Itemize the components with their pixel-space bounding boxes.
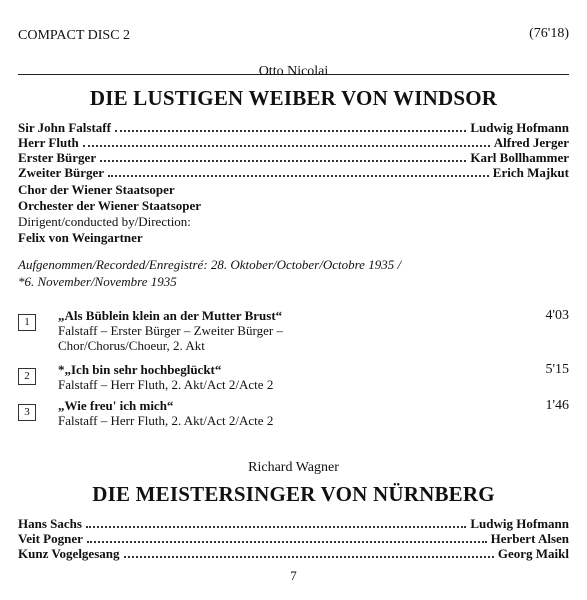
total-time: (76'18) — [529, 26, 569, 41]
cast-role: Erster Bürger — [18, 150, 97, 165]
conductor-name: Felix von Weingartner — [18, 230, 143, 245]
cast-singer: Alfred Jerger — [493, 135, 569, 150]
disc-header — [18, 26, 569, 46]
track-title: „Wie freu' ich mich“ — [58, 398, 174, 413]
cast-row — [18, 135, 569, 150]
leader-dots — [87, 541, 487, 543]
track-detail: Chor/Chorus/Choeur, 2. Akt — [58, 338, 205, 353]
cast-role: Veit Pogner — [18, 531, 83, 546]
page-number: 7 — [290, 568, 297, 583]
cast-singer: Erich Majkut — [492, 165, 569, 180]
cast-singer: Georg Maikl — [497, 546, 569, 561]
track-detail: Falstaff – Erster Bürger – Zweiter Bürger – — [58, 323, 283, 338]
cast-singer: Ludwig Hofmann — [470, 120, 569, 135]
track-duration: 1'46 — [545, 398, 569, 413]
track-number: 1 — [18, 314, 36, 331]
cast-row — [18, 120, 569, 135]
track-detail: Falstaff – Herr Fluth, 2. Akt/Act 2/Acte 2 — [58, 377, 274, 392]
cast-role: Zweiter Bürger — [18, 165, 105, 180]
leader-dots — [115, 130, 466, 132]
cast-row — [18, 516, 569, 531]
track-details — [58, 398, 509, 428]
cast-role: Herr Fluth — [18, 135, 79, 150]
track-number: 2 — [18, 368, 36, 385]
track-duration: 5'15 — [545, 362, 569, 377]
recording-date-line: *6. November/Novembre 1935 — [18, 274, 177, 289]
orchestra-credit: Orchester der Wiener Staatsoper — [18, 198, 202, 213]
composer-nicolai: Otto Nicolai — [258, 64, 329, 79]
cast-role: Hans Sachs — [18, 516, 82, 531]
chorus-credit: Chor der Wiener Staatsoper — [18, 182, 175, 197]
work-title-meistersinger: DIE MEISTERSINGER VON NÜRNBERG — [92, 482, 495, 506]
work-title-windsor: DIE LUSTIGEN WEIBER VON WINDSOR — [89, 86, 498, 110]
disc-label: COMPACT DISC 2 — [18, 28, 131, 43]
leader-dots — [108, 175, 489, 177]
cast-row — [18, 546, 569, 561]
cast-row — [18, 531, 569, 546]
cast-role: Sir John Falstaff — [18, 120, 111, 135]
leader-dots — [124, 556, 494, 558]
recording-info — [18, 256, 569, 290]
track-details — [58, 308, 509, 353]
conductor-label: Dirigent/conducted by/Direction: — [18, 214, 191, 229]
cast-role: Kunz Vogelgesang — [18, 546, 120, 561]
track-title: *„Ich bin sehr hochbeglückt“ — [58, 362, 222, 377]
cast-row — [18, 150, 569, 165]
cast-singer: Karl Bollhammer — [470, 150, 569, 165]
cast-row — [18, 165, 569, 180]
cast-list-meistersinger — [18, 516, 569, 561]
leader-dots — [86, 526, 466, 528]
track-number: 3 — [18, 404, 36, 421]
leader-dots — [83, 145, 490, 147]
recording-date-line: Aufgenommen/Recorded/Enregistré: 28. Oktober/October/Octobre 1935 / — [18, 257, 402, 272]
track-detail: Falstaff – Herr Fluth, 2. Akt/Act 2/Acte 2 — [58, 413, 274, 428]
cast-singer: Herbert Alsen — [490, 531, 569, 546]
track-title: „Als Büblein klein an der Mutter Brust“ — [58, 308, 283, 323]
leader-dots — [100, 160, 466, 162]
track-duration: 4'03 — [545, 308, 569, 323]
composer-wagner: Richard Wagner — [248, 460, 339, 475]
cast-singer: Ludwig Hofmann — [470, 516, 569, 531]
track-details — [58, 362, 509, 392]
cast-list-windsor — [18, 120, 569, 180]
